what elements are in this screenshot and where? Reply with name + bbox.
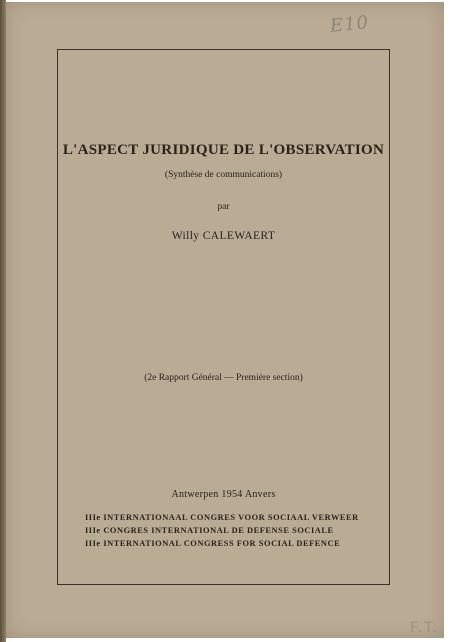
congress-line-dutch: IIIe INTERNATIONAAL CONGRES VOOR SOCIAAL VERWEER bbox=[85, 513, 359, 522]
handwritten-price-note: E10 bbox=[329, 12, 371, 37]
report-designation: (2e Rapport Général — Première section) bbox=[144, 373, 303, 383]
by-label: par bbox=[217, 202, 230, 212]
congress-line-french: IIIe CONGRES INTERNATIONAL DE DEFENSE SOCIALE bbox=[85, 526, 334, 535]
document-subtitle: (Synthèse de communications) bbox=[164, 170, 283, 180]
place-and-year: Antwerpen 1954 Anvers bbox=[171, 489, 276, 500]
cover-border-frame bbox=[57, 49, 390, 585]
author-name: Willy CALEWAERT bbox=[171, 230, 276, 242]
congress-line-english: IIIe INTERNATIONAL CONGRESS FOR SOCIAL DEFENCE bbox=[85, 539, 341, 548]
document-title: L'ASPECT JURIDIQUE DE L'OBSERVATION bbox=[62, 142, 385, 158]
watermark-initials: F.T. bbox=[410, 620, 440, 636]
